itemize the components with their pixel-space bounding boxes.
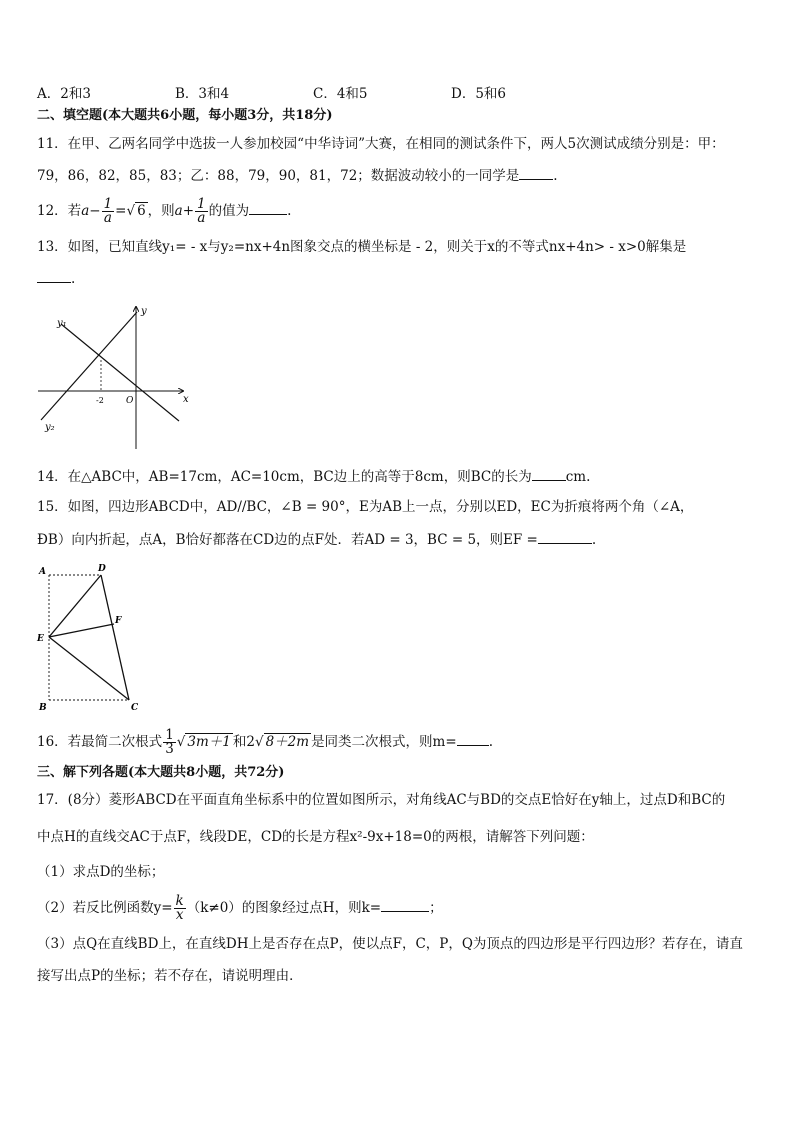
q15-point-a: A <box>39 567 46 577</box>
q16-sqrt-symbol-2: √ <box>254 734 264 750</box>
q13-line1: 13．如图，已知直线y₁= - x与y₂=nx+4n图象交点的横坐标是 - 2，则关于x的不等式nx+4n> - x>0解集是 <box>37 239 687 255</box>
q15-end: . <box>591 532 597 548</box>
q17-line1: 17．(8分）菱形ABCD在平面直角坐标系中的位置如图所示，对角线AC与BD的交点E恰好在y轴上，过点D和BC的 <box>37 792 726 808</box>
q13-label-origin: O <box>126 396 134 406</box>
q14-answer-blank <box>532 466 566 481</box>
q15-point-e: E <box>37 634 44 644</box>
q11-line1: 11．在甲、乙两名同学中选拔一人参加校园“中华诗词”大赛，在相同的测试条件下，两人5次测试成绩分别是：甲： <box>37 136 725 152</box>
q13-label-tick: -2 <box>96 396 104 405</box>
q12-sqrt-symbol: √ <box>126 203 136 219</box>
q17-part2-num: k <box>175 893 184 909</box>
q13-line-y1 <box>61 324 179 421</box>
q11-answer-blank <box>519 165 553 180</box>
q17-part1: （1）求点D的坐标； <box>37 864 165 880</box>
q12-plus: + <box>182 203 195 219</box>
q17-part3-line1: （3）点Q在直线BD上，在直线DH上是否存在点P，使以点F，C，P，Q为顶点的四边形是平行四边形？若存在，请直 <box>37 936 743 952</box>
q14-unit: cm. <box>565 469 591 485</box>
q12-end: . <box>287 203 292 219</box>
q12-var-a2: a <box>174 203 183 219</box>
q12-fraction-1 <box>102 198 115 225</box>
q11-line2 <box>37 165 558 186</box>
q17-part2-prefix: （2）若反比例函数y= <box>37 900 173 916</box>
choice-b: B．3和4 <box>175 86 230 102</box>
choice-d: D．5和6 <box>451 86 507 102</box>
q13-label-y-axis: y <box>141 306 147 317</box>
q12-prefix: 12．若 <box>37 203 82 219</box>
q11-end: . <box>553 168 558 184</box>
q15-point-b: B <box>39 703 47 712</box>
q13-line2 <box>37 268 75 289</box>
q17-part2-end: ； <box>429 900 443 916</box>
q12-frac1-num: 1 <box>103 196 113 212</box>
q15-point-d: D <box>98 564 106 574</box>
q13-answer-blank <box>37 268 71 283</box>
q13-end: . <box>71 271 76 287</box>
q12-frac1-den: a <box>103 210 112 226</box>
q12 <box>37 196 291 226</box>
q15-figure <box>35 560 145 712</box>
q15-line2 <box>37 529 596 550</box>
q12-mid: ，则 <box>147 203 175 219</box>
q15-line1: 15．如图，四边形ABCD中，AD//BC，∠B = 90°，E为AB上一点，分别以ED，EC为折痕将两个角（∠A， <box>37 499 694 515</box>
q17-part2-fraction <box>174 895 186 922</box>
choice-a: A．2和3 <box>37 86 91 102</box>
q12-suffix: 的值为 <box>208 203 250 219</box>
q17-part2 <box>37 893 443 923</box>
q12-equals: = <box>115 203 127 219</box>
q16-suffix: 是同类二次根式，则m= <box>311 734 457 750</box>
section-3-title: 三、解下列各题(本大题共8小题，共72分) <box>37 765 285 780</box>
q13-label-y2: y₂ <box>45 422 55 433</box>
q16 <box>37 726 493 758</box>
choice-c: C．4和5 <box>313 86 368 102</box>
q15-point-c: C <box>131 703 139 712</box>
q17-answer-blank <box>381 897 429 912</box>
q16-end: . <box>488 734 493 750</box>
q17-line2: 中点H的直线交AC于点F，线段DE，CD的长是方程x²-9x+18=0的两根，请解答下列问题： <box>37 829 594 845</box>
q13-graph <box>35 304 195 452</box>
q12-fraction-2 <box>195 198 208 225</box>
q16-fraction <box>163 729 176 756</box>
q14-text: 14．在△ABC中，AB=17cm，AC=10cm，BC边上的高等于8cm，则BC的长为 <box>37 469 532 485</box>
q12-frac2-num: 1 <box>197 196 206 212</box>
q13-line-y2 <box>41 312 137 420</box>
q17-part2-den: x <box>175 907 184 923</box>
q16-prefix: 16．若最简二次根式 <box>37 734 163 750</box>
q15-answer-blank <box>538 529 592 544</box>
section-2-title: 二、填空题(本大题共6小题，每小题3分，共18分) <box>37 108 333 123</box>
q12-frac2-den: a <box>197 210 206 226</box>
q16-coef: 2 <box>246 734 255 750</box>
q16-frac-den: 3 <box>165 741 174 757</box>
q13-label-x-axis: x <box>183 394 189 405</box>
q17-part3-line2: 接写出点P的坐标；若不存在，请说明理由． <box>37 968 303 984</box>
q12-minus: − <box>89 203 101 219</box>
q16-radicand-1: 3m＋1 <box>187 734 231 750</box>
q16-frac-num: 1 <box>165 727 174 743</box>
q12-var-a: a <box>81 203 90 219</box>
q12-answer-blank <box>249 200 287 215</box>
q16-radicand-2: 8＋2m <box>265 734 310 750</box>
q16-answer-blank <box>457 731 489 746</box>
q14 <box>37 466 590 487</box>
q15-line2-text: ÐB）向内折起，点A，B恰好都落在CD边的点F处．若AD = 3，BC = 5，则EF = <box>37 532 538 548</box>
q13-label-y1: y₁ <box>57 318 67 329</box>
q16-sqrt-symbol-1: √ <box>176 734 186 750</box>
q17-part2-suffix: （k≠0）的图象经过点H，则k= <box>186 900 382 916</box>
q15-point-f: F <box>115 616 122 626</box>
q12-sqrt-6: 6 <box>137 203 146 219</box>
q11-line2-text: 79，86，82，85，83；乙：88，79，90，81，72；数据波动较小的一同学是 <box>37 168 520 184</box>
q16-and: 和 <box>232 734 247 750</box>
